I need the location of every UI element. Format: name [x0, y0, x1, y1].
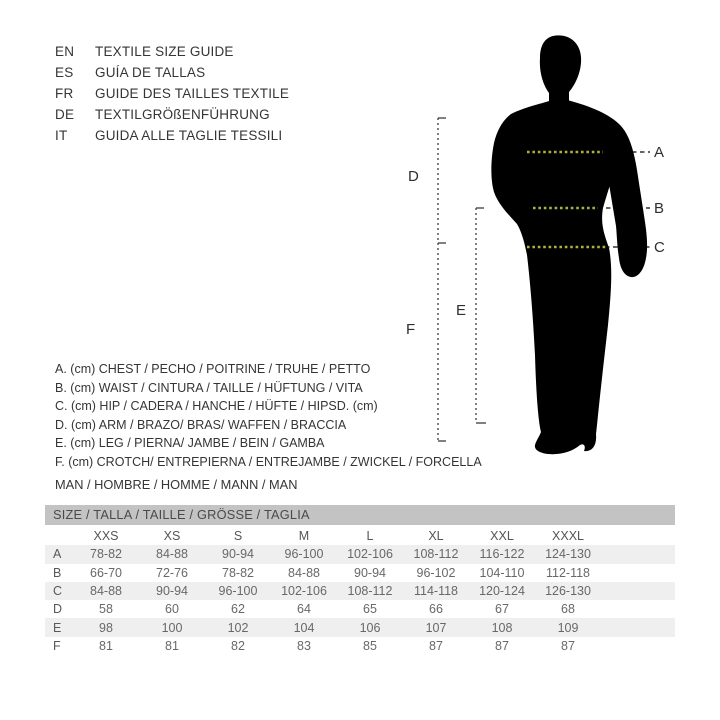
language-title: GUÍA DE TALLAS: [95, 65, 206, 80]
table-row: [45, 582, 675, 600]
size-cell: 85: [363, 638, 377, 653]
language-code: DE: [55, 107, 75, 122]
row-label: D: [53, 602, 63, 617]
size-cell: 108-112: [347, 584, 393, 599]
size-cell: 104: [293, 620, 315, 635]
filler-cell: [601, 564, 675, 582]
size-cell: 108: [491, 620, 513, 635]
size-cell: 87: [429, 638, 443, 653]
size-cell: 109: [557, 620, 579, 635]
size-cell: 96-100: [284, 547, 324, 562]
size-cell: 64: [297, 602, 311, 617]
size-header-row: [45, 527, 675, 545]
legend-line-crotch: F. (cm) CROTCH/ ENTREPIERNA / ENTREJAMBE / ZWICKEL / FORCELLA: [55, 454, 482, 469]
row-label: F: [53, 638, 61, 653]
size-cell: 106: [359, 620, 381, 635]
size-cell: 90-94: [354, 565, 386, 580]
size-cell: 102: [227, 620, 249, 635]
size-header-cell: XXS: [93, 529, 119, 544]
size-cell: 87: [495, 638, 509, 653]
language-code: IT: [55, 128, 68, 143]
size-cell: 84-88: [156, 547, 188, 562]
language-code: EN: [55, 44, 75, 59]
size-cell: 98: [99, 620, 113, 635]
size-cell: 96-100: [218, 584, 258, 599]
row-label: B: [53, 565, 62, 580]
size-cell: 65: [363, 602, 377, 617]
legend-line-arm: D. (cm) ARM / BRAZO/ BRAS/ WAFFEN / BRACCIA: [55, 417, 347, 432]
label-hip-c: C: [654, 239, 665, 256]
legend-line-waist: B. (cm) WAIST / CINTURA / TAILLE / HÜFTUNG / VITA: [55, 380, 363, 395]
size-cell: 78-82: [90, 547, 122, 562]
size-cell: 90-94: [222, 547, 254, 562]
filler-cell: [601, 545, 675, 563]
measurement-legend: [55, 360, 482, 494]
corner-cell: [45, 527, 73, 545]
size-cell: 66-70: [90, 565, 122, 580]
legend-line-chest: A. (cm) CHEST / PECHO / POITRINE / TRUHE / PETTO: [55, 362, 371, 376]
table-row: [45, 618, 675, 636]
row-label: A: [53, 547, 62, 562]
size-table-grid: [45, 527, 675, 655]
size-cell: 82: [231, 638, 245, 653]
row-label: C: [53, 584, 63, 599]
language-code: ES: [55, 65, 74, 80]
size-cell: 100: [161, 620, 183, 635]
filler-cell: [601, 618, 675, 636]
table-row: [45, 600, 675, 618]
size-cell: 108-112: [413, 547, 459, 562]
filler-cell: [601, 600, 675, 618]
size-cell: 78-82: [222, 565, 254, 580]
size-header-cell: XL: [428, 529, 444, 544]
filler-cell: [601, 527, 675, 545]
size-cell: 66: [429, 602, 443, 617]
size-header-cell: XXL: [490, 529, 514, 544]
size-cell: 83: [297, 638, 311, 653]
size-cell: 90-94: [156, 584, 188, 599]
size-cell: 116-122: [479, 547, 525, 562]
size-cell: 102-106: [281, 584, 327, 599]
table-row: [45, 637, 675, 655]
size-cell: 72-76: [156, 565, 188, 580]
language-code: FR: [55, 86, 74, 101]
size-cell: 60: [165, 602, 179, 617]
size-table-title: SIZE / TALLA / TAILLE / GRÖSSE / TAGLIA: [45, 505, 675, 525]
size-cell: 114-118: [413, 584, 459, 599]
size-cell: 96-102: [416, 565, 456, 580]
size-cell: 67: [495, 602, 509, 617]
label-waist-b: B: [654, 200, 665, 217]
man-silhouette-body: [491, 35, 618, 454]
size-cell: 120-124: [479, 584, 525, 599]
language-title: TEXTILE SIZE GUIDE: [95, 44, 234, 59]
filler-cell: [601, 582, 675, 600]
size-cell: 107: [425, 620, 447, 635]
size-table: [45, 505, 675, 655]
language-title: TEXTILGRÖßENFÜHRUNG: [95, 107, 270, 122]
filler-cell: [601, 637, 675, 655]
size-cell: 102-106: [347, 547, 393, 562]
size-cell: 84-88: [90, 584, 122, 599]
legend-line-hip: C. (cm) HIP / CADERA / HANCHE / HÜFTE / HIPSD. (cm): [55, 399, 378, 414]
size-cell: 68: [561, 602, 575, 617]
size-header-cell: XS: [163, 529, 181, 544]
size-cell: 112-118: [545, 565, 591, 580]
size-cell: 104-110: [479, 565, 525, 580]
size-cell: 124-130: [545, 547, 591, 562]
size-cell: 84-88: [288, 565, 320, 580]
size-cell: 62: [231, 602, 245, 617]
language-title: GUIDE DES TAILLES TEXTILE: [95, 86, 290, 101]
size-cell: 58: [99, 602, 113, 617]
size-header-cell: XXXL: [552, 529, 584, 544]
label-crotch-f: F: [406, 321, 416, 338]
language-title: GUIDA ALLE TAGLIE TESSILI: [95, 128, 283, 143]
size-cell: 81: [165, 638, 179, 653]
legend-man-line: MAN / HOMBRE / HOMME / MANN / MAN: [55, 476, 298, 492]
table-row: [45, 564, 675, 582]
label-leg-e: E: [456, 302, 467, 319]
label-chest-a: A: [654, 144, 665, 161]
label-arm-d: D: [408, 168, 419, 185]
size-header-cell: M: [298, 529, 310, 544]
size-cell: 81: [99, 638, 113, 653]
table-row: [45, 545, 675, 563]
size-header-cell: L: [366, 529, 374, 544]
legend-line-leg: E. (cm) LEG / PIERNA/ JAMBE / BEIN / GAMBA: [55, 436, 325, 451]
size-header-cell: S: [233, 529, 243, 544]
row-label: E: [53, 620, 62, 635]
size-cell: 126-130: [545, 584, 591, 599]
size-cell: 87: [561, 638, 575, 653]
